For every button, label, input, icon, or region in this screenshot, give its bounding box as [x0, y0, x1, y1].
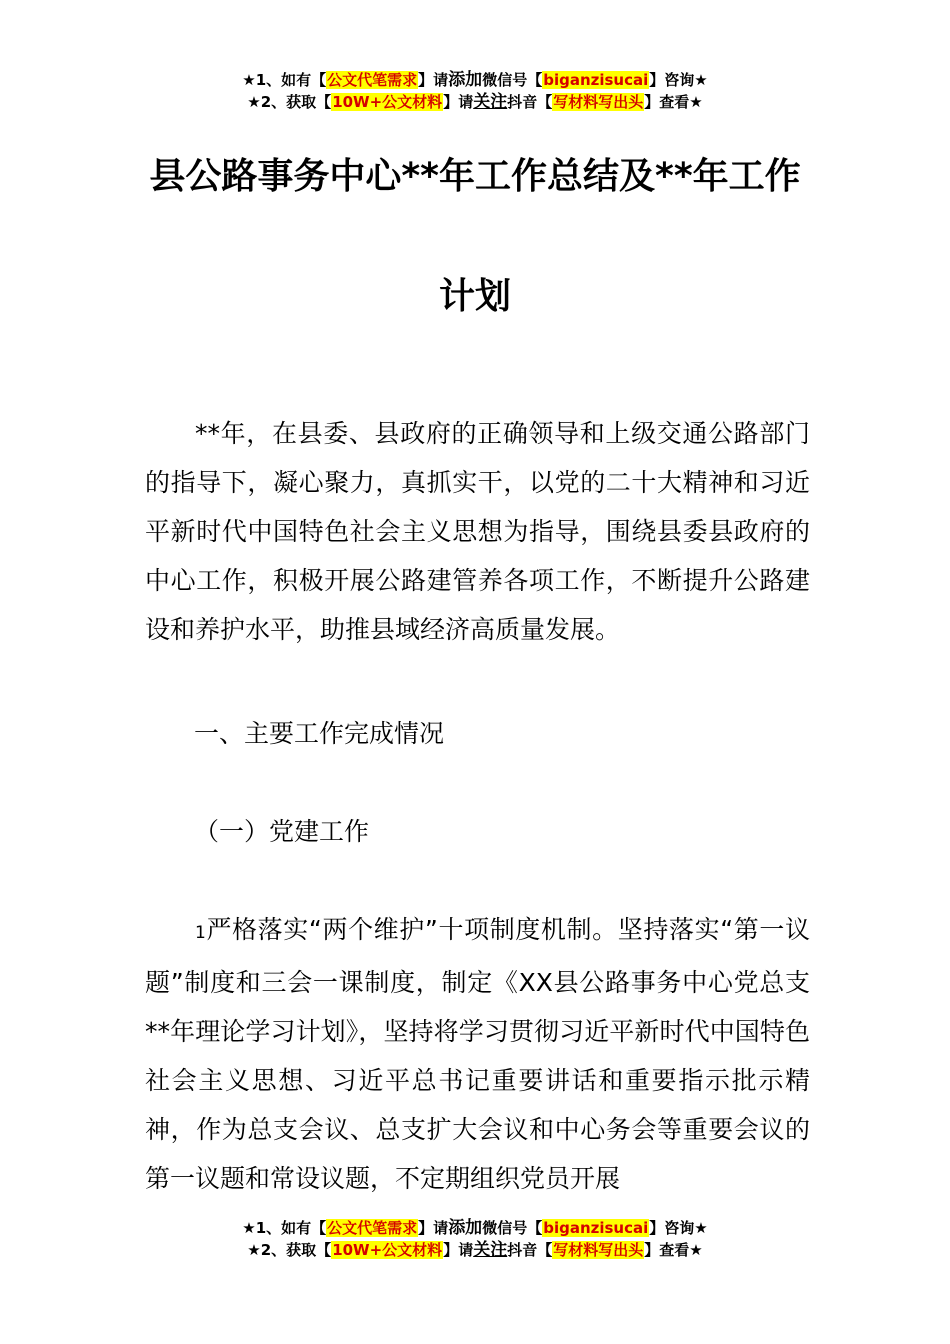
highlight-service: 公文代笔需求 — [327, 71, 418, 89]
banner-text: 微信号【 — [482, 71, 543, 89]
banner-line-1 — [0, 1217, 950, 1239]
banner-text: 微信号【 — [482, 1219, 543, 1237]
highlight-materials: 10W+公文材料 — [332, 93, 443, 111]
footer-banner — [0, 1217, 950, 1261]
banner-line-2 — [0, 1239, 950, 1261]
banner-text: ★1、如有【 — [242, 71, 327, 89]
banner-emphasis: 添加 — [448, 70, 483, 90]
banner-text: ★2、获取【 — [247, 1241, 332, 1259]
section-heading: 一、主要工作完成情况 — [194, 719, 445, 748]
document-title-line-1: 县公路事务中心**年工作总结及**年工作 — [149, 156, 801, 197]
highlight-service: 公文代笔需求 — [327, 1219, 418, 1237]
banner-line-2 — [0, 91, 950, 113]
banner-text: 】请 — [443, 1241, 474, 1259]
document-title-line-2: 计划 — [438, 276, 511, 317]
paragraph-text: 严格落实“两个维护”十项制度机制。坚持落实“第一议题”制度和三会一课制度，制定《XX县公路事务中心党总支**年理论学习计划》，坚持将学习贯彻习近平新时代中国特色社会主义思想、习近平总书记重要讲话和重要指示批示精神，作为总支会议、总支扩大会议和中心务会等重要会议的第一议题和常设议题，不定期组织党员开展 — [145, 915, 810, 1193]
item-number: 1 — [195, 923, 206, 943]
banner-line-1 — [0, 69, 950, 91]
banner-emphasis: 添加 — [448, 1218, 483, 1238]
highlight-douyin-account: 写材料写出头 — [553, 93, 644, 111]
highlight-douyin-account: 写材料写出头 — [553, 1241, 644, 1259]
highlight-wechat-id: biganzisucai — [543, 71, 649, 89]
subsection-heading: （一）党建工作 — [194, 817, 370, 846]
banner-text: ★1、如有【 — [242, 1219, 327, 1237]
header-banner — [0, 69, 950, 113]
highlight-wechat-id: biganzisucai — [543, 1219, 649, 1237]
banner-emphasis: 关注 — [473, 92, 508, 112]
banner-text: ★2、获取【 — [247, 93, 332, 111]
intro-paragraph: **年，在县委、县政府的正确领导和上级交通公路部门的指导下，凝心聚力，真抓实干，以党的二十大精神和习近平新时代中国特色社会主义思想为指导，围绕县委县政府的中心工作，积极开展公路建管养各项工作，不断提升公路建设和养护水平，助推县域经济高质量发展。 — [145, 419, 810, 644]
banner-text: 抖音【 — [507, 1241, 553, 1259]
banner-text: 】咨询★ — [649, 1219, 708, 1237]
body-paragraph — [145, 905, 810, 1203]
highlight-materials: 10W+公文材料 — [332, 1241, 443, 1259]
banner-emphasis: 关注 — [473, 1240, 508, 1260]
banner-text: 抖音【 — [507, 93, 553, 111]
banner-text: 】请 — [418, 1219, 449, 1237]
banner-text: 】查看★ — [644, 93, 703, 111]
banner-text: 】请 — [418, 71, 449, 89]
banner-text: 】咨询★ — [649, 71, 708, 89]
banner-text: 】查看★ — [644, 1241, 703, 1259]
banner-text: 】请 — [443, 93, 474, 111]
